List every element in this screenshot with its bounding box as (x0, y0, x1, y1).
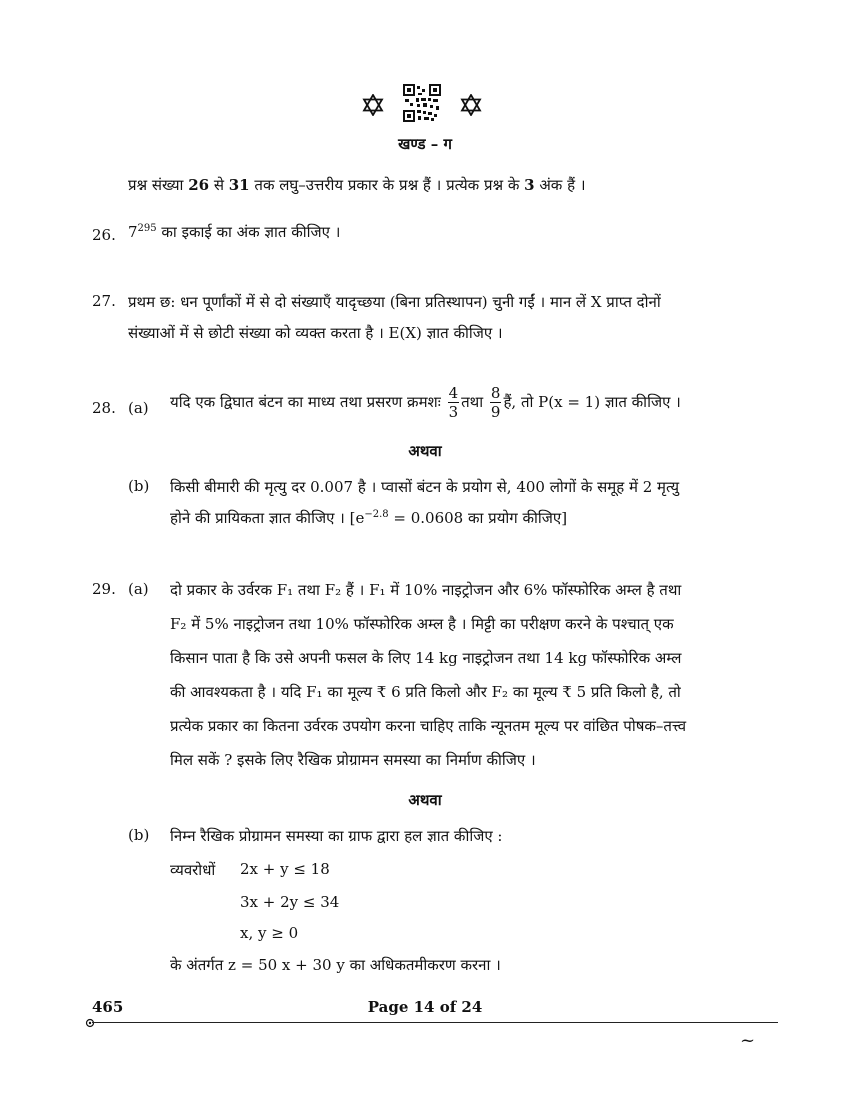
fraction: $\frac{4}{3}$ (448, 384, 459, 421)
option-label: (a) (128, 399, 149, 417)
question-number: 27. (92, 292, 116, 310)
continuation-mark: ~ (740, 1030, 756, 1051)
question-29a-line: की आवश्यकता है । यदि F₁ का मूल्य ₹ 6 प्रति किलो और F₂ का मूल्य ₹ 5 प्रति किलो है, तो (170, 683, 681, 701)
question-28a-text: यदि एक द्विघात बंटन का माध्य तथा प्रसरण क्रमशः $\frac{4}{3}$ तथा $\frac{8}{9}$ हैं, तो P(x = 1) ज्ञात कीजिए । (170, 384, 681, 421)
question-28b-line: होने की प्रायिकता ज्ञात कीजिए । [$e^{-2.8} = 0.0608$ का प्रयोग कीजिए] (170, 509, 568, 527)
footer-rule (92, 1022, 778, 1023)
section-instructions: प्रश्न संख्या 26 से 31 तक लघु–उत्तरीय प्रकार के प्रश्न हैं । प्रत्येक प्रश्न के 3 अंक हैं । (128, 176, 586, 194)
question-26-text: $7^{295}$ का इकाई का अंक ज्ञात कीजिए । (128, 223, 341, 241)
constraint: 2x + y ≤ 18 (240, 860, 330, 878)
question-number: 26. (92, 226, 116, 244)
star-of-david-icon (362, 94, 384, 116)
question-29a-line: F₂ में 5% नाइट्रोजन तथा 10% फॉस्फोरिक अम्ल है । मिट्टी का परीक्षण करने के पश्चात् एक (170, 615, 674, 633)
qr-code-icon (403, 84, 441, 122)
question-29a-line: मिल सकें ? इसके लिए रैखिक प्रोग्रामन समस्या का निर्माण कीजिए । (170, 751, 536, 769)
option-label: (b) (128, 826, 150, 844)
question-29a-line: प्रत्येक प्रकार का कितना उर्वरक उपयोग करना चाहिए ताकि न्यूनतम मूल्य पर वांछित पोषक–तत्त्व (170, 717, 687, 735)
flower-mark-icon (85, 1018, 95, 1028)
constraint: x, y ≥ 0 (240, 924, 299, 942)
or-separator: अथवा (408, 442, 442, 460)
question-29a-line: दो प्रकार के उर्वरक F₁ तथा F₂ हैं । F₁ में 10% नाइट्रोजन और 6% फॉस्फोरिक अम्ल है तथा (170, 581, 682, 599)
constraint: 3x + 2y ≤ 34 (240, 893, 340, 911)
objective-function: के अंतर्गत z = 50 x + 30 y का अधिकतमीकरण करना । (170, 956, 501, 974)
option-label: (a) (128, 580, 149, 598)
question-27-line: संख्याओं में से छोटी संख्या को व्यक्त करता है । E(X) ज्ञात कीजिए । (128, 324, 503, 342)
or-separator: अथवा (408, 791, 442, 809)
question-27-line: प्रथम छ: धन पूर्णांकों में से दो संख्याएँ यादृच्छया (बिना प्रतिस्थापन) चुनी गईं । मान लें X प्राप्त दोनों (128, 293, 661, 311)
constraints-label: व्यवरोधों (170, 861, 216, 879)
section-title: खण्ड – ग (398, 135, 452, 153)
question-28b-line: किसी बीमारी की मृत्यु दर 0.007 है । प्वासों बंटन के प्रयोग से, 400 लोगों के समूह में 2 मृत्यु (170, 478, 680, 496)
option-label: (b) (128, 477, 150, 495)
paper-code: 465 (92, 998, 124, 1016)
question-number: 28. (92, 399, 116, 417)
star-of-david-icon (460, 94, 482, 116)
question-29a-line: किसान पाता है कि उसे अपनी फसल के लिए 14 kg नाइट्रोजन तथा 14 kg फॉस्फोरिक अम्ल (170, 649, 682, 667)
question-29b-line: निम्न रैखिक प्रोग्रामन समस्या का ग्राफ द्वारा हल ज्ञात कीजिए : (170, 827, 503, 845)
page-number: Page 14 of 24 (367, 998, 483, 1016)
fraction: $\frac{8}{9}$ (490, 384, 501, 421)
question-number: 29. (92, 580, 116, 598)
